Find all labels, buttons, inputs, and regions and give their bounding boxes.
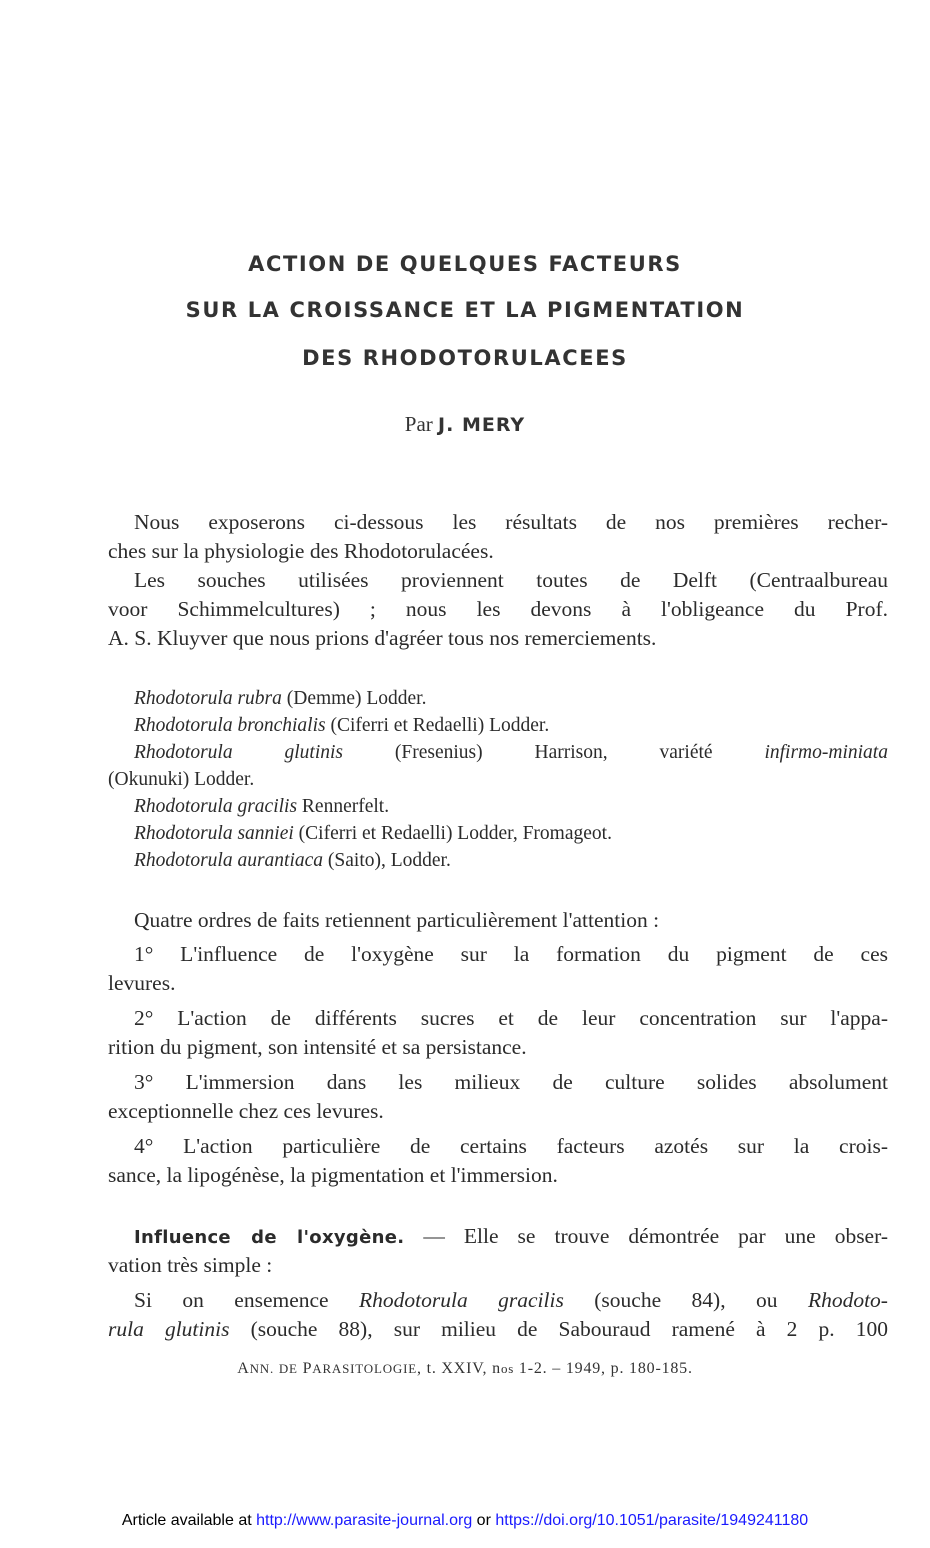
intro-p2-line3: A. S. Kluyver que nous prions d'agréer tous nos remerciements. bbox=[108, 626, 657, 650]
title-line-3: DES RHODOTORULACEES bbox=[302, 346, 628, 370]
strain-item-sanniei: Rhodotorula sanniei (Ciferri et Redaelli) Lodder, Fromageot. bbox=[134, 823, 612, 844]
fact-2-line1: 2° L'action de différents sucres et de leur concentration sur l'appa- bbox=[134, 1006, 888, 1030]
fact-2-line2: rition du pigment, son intensité et sa persistance. bbox=[108, 1035, 527, 1059]
doi-link[interactable]: https://doi.org/10.1051/parasite/1949241180 bbox=[495, 1512, 809, 1529]
journal-reference: ANN. DE PARASITOLOGIE, t. XXIV, nos 1-2. – 1949, p. 180-185. bbox=[237, 1360, 693, 1377]
strain-item-gracilis: Rhodotorula gracilis Rennerfelt. bbox=[134, 796, 390, 817]
fact-4-line1: 4° L'action particulière de certains facteurs azotés sur la crois- bbox=[134, 1134, 888, 1158]
parasite-journal-link[interactable]: http://www.parasite-journal.org bbox=[256, 1512, 473, 1529]
oxygen-line3: Si on ensemence Rhodotorula gracilis (souche 84), ou Rhodoto- bbox=[134, 1288, 888, 1312]
title-line-1: ACTION DE QUELQUES FACTEURS bbox=[248, 252, 682, 276]
strain-item-aurantiaca: Rhodotorula aurantiaca (Saito), Lodder. bbox=[134, 850, 451, 871]
intro-p2-line2: voor Schimmelcultures) ; nous les devons à l'obligeance du Prof. bbox=[108, 597, 888, 621]
strain-item-glutinis-cont: (Okunuki) Lodder. bbox=[108, 769, 255, 790]
article-footer: Article available at http://www.parasite-journal.org or https://doi.org/10.1051/parasite/1949241180 bbox=[121, 1512, 809, 1529]
author-name: J. MERY bbox=[438, 414, 526, 436]
oxygen-line1: Influence de l'oxygène. — Elle se trouve démontrée par une obser- bbox=[134, 1224, 888, 1248]
strain-item-bronchialis: Rhodotorula bronchialis (Ciferri et Redaelli) Lodder. bbox=[134, 715, 550, 736]
intro-p1-line1: Nous exposerons ci-dessous les résultats de nos premières recher- bbox=[134, 510, 888, 534]
title-line-2: SUR LA CROISSANCE ET LA PIGMENTATION bbox=[185, 298, 745, 322]
fact-1-line1: 1° L'influence de l'oxygène sur la formation du pigment de ces bbox=[134, 942, 888, 966]
author-prefix: Par bbox=[404, 412, 433, 436]
section-heading-oxygen: Influence de l'oxygène. bbox=[134, 1227, 405, 1248]
intro-p1-line2: ches sur la physiologie des Rhodotorulacées. bbox=[108, 539, 494, 563]
oxygen-line2: vation très simple : bbox=[108, 1253, 273, 1277]
oxygen-line4: rula glutinis (souche 88), sur milieu de Sabouraud ramené à 2 p. 100 bbox=[108, 1317, 888, 1341]
fact-4-line2: sance, la lipogénèse, la pigmentation et l'immersion. bbox=[108, 1163, 558, 1187]
fact-3-line1: 3° L'immersion dans les milieux de culture solides absolument bbox=[134, 1070, 888, 1094]
intro-p2-line1: Les souches utilisées proviennent toutes de Delft (Centraalbureau bbox=[134, 568, 888, 592]
author-line bbox=[0, 412, 930, 437]
fact-1-line2: levures. bbox=[108, 971, 176, 995]
fact-3-line2: exceptionnelle chez ces levures. bbox=[108, 1099, 384, 1123]
facts-intro: Quatre ordres de faits retiennent particulièrement l'attention : bbox=[134, 908, 660, 932]
strain-item-glutinis: Rhodotorula glutinis (Fresenius) Harrison, variété infirmo-miniata bbox=[134, 742, 888, 763]
strain-item-rubra: Rhodotorula rubra (Demme) Lodder. bbox=[134, 688, 427, 709]
